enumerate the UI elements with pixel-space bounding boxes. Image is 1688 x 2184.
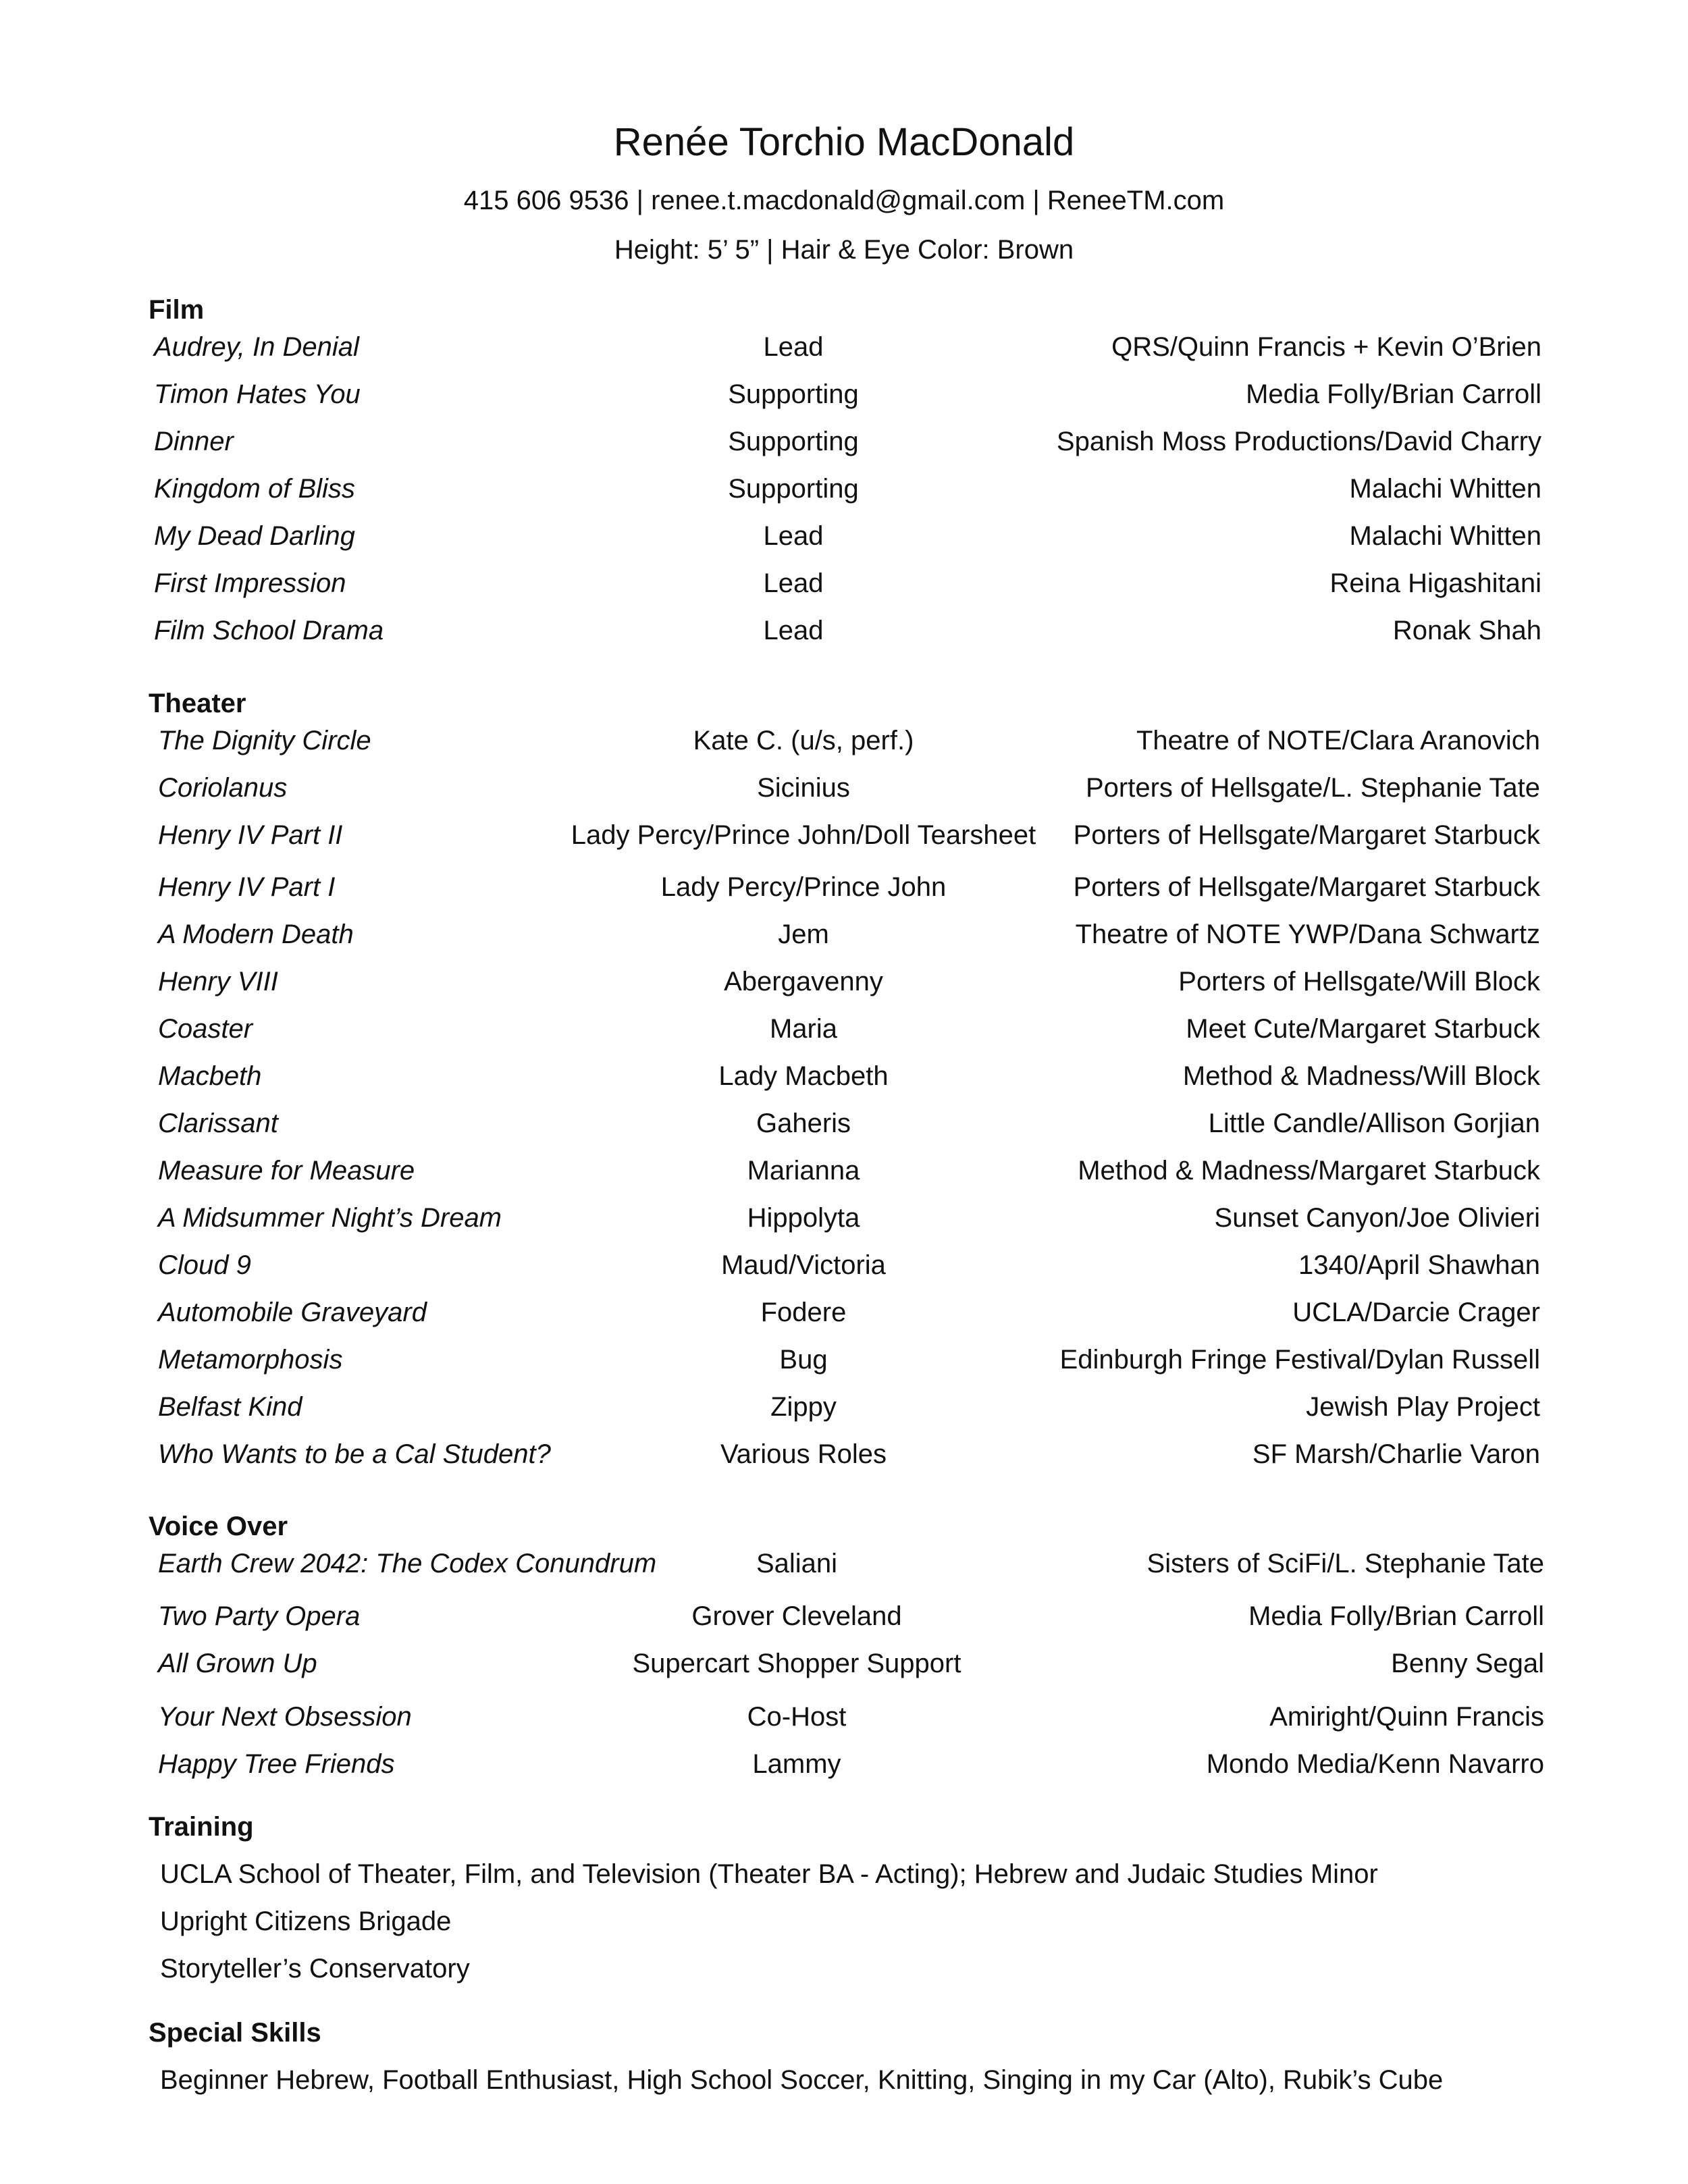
credit-row [154, 566, 1541, 600]
credit-company: Theatre of NOTE/Clara Aranovich [1136, 726, 1540, 755]
credit-company: 1340/April Shawhan [1298, 1250, 1540, 1280]
credit-company: Amiright/Quinn Francis [1269, 1702, 1544, 1732]
credit-role: Bug [779, 1345, 828, 1375]
credit-role: Hippolyta [747, 1203, 860, 1233]
contact-info: 415 606 9536 | renee.t.macdonald@gmail.com | ReneeTM.com [463, 186, 1225, 215]
credit-title: All Grown Up [158, 1649, 317, 1678]
credit-title: Clarissant [158, 1109, 278, 1138]
physical-stats: Height: 5’ 5” | Hair & Eye Color: Brown [614, 235, 1074, 265]
credit-title: Belfast Kind [158, 1392, 302, 1422]
credit-role: Supporting [728, 379, 859, 409]
credit-row [154, 425, 1541, 458]
credit-company: Method & Madness/Will Block [1182, 1061, 1540, 1091]
credit-title: Two Party Opera [158, 1601, 361, 1631]
performer-name: Renée Torchio MacDonald [613, 120, 1075, 164]
credit-role: Marianna [747, 1156, 860, 1186]
credit-company: SF Marsh/Charlie Varon [1252, 1439, 1540, 1469]
credit-role: Zippy [770, 1392, 837, 1422]
credit-row [154, 377, 1541, 411]
credit-role: Lead [763, 332, 824, 362]
credit-row [158, 1390, 1540, 1424]
credit-role: Kate C. (u/s, perf.) [693, 726, 914, 755]
credit-company: Benny Segal [1391, 1649, 1544, 1678]
credit-row [158, 870, 1540, 904]
credit-row [154, 330, 1541, 364]
credit-row [158, 1201, 1540, 1235]
credit-row [158, 1547, 1544, 1580]
credit-role: Lammy [752, 1749, 841, 1779]
film-heading: Film [149, 295, 205, 325]
credit-role: Lead [763, 521, 824, 551]
credit-row [158, 1012, 1540, 1046]
credit-title: Metamorphosis [158, 1345, 343, 1375]
credit-company: Meet Cute/Margaret Starbuck [1186, 1014, 1540, 1044]
credit-title: Kingdom of Bliss [154, 474, 355, 504]
credit-row [158, 1647, 1544, 1680]
credit-title: Measure for Measure [158, 1156, 415, 1186]
credit-company: Reina Higashitani [1329, 568, 1541, 598]
credit-title: First Impression [154, 568, 346, 598]
credit-title: A Midsummer Night’s Dream [158, 1203, 502, 1233]
credit-role: Lady Macbeth [718, 1061, 889, 1091]
credit-title: Coaster [158, 1014, 253, 1044]
credit-role: Maria [769, 1014, 838, 1044]
credit-role: Co-Host [747, 1702, 847, 1732]
credit-role: Lady Percy/Prince John/Doll Tearsheet [571, 820, 1036, 850]
credit-row [158, 724, 1540, 757]
credit-company: Porters of Hellsgate/L. Stephanie Tate [1085, 773, 1540, 803]
credit-row [158, 1248, 1540, 1282]
credit-company: Ronak Shah [1392, 616, 1541, 645]
special-skills-heading: Special Skills [149, 2018, 321, 2048]
credit-row [158, 917, 1540, 951]
credit-role: Lady Percy/Prince John [660, 872, 947, 902]
credit-role: Saliani [756, 1549, 838, 1578]
credit-title: Who Wants to be a Cal Student? [158, 1439, 551, 1469]
credit-title: Earth Crew 2042: The Codex Conundrum [158, 1549, 657, 1578]
voice-over-heading: Voice Over [149, 1512, 288, 1541]
credit-role: Maud/Victoria [721, 1250, 886, 1280]
credit-title: Automobile Graveyard [158, 1298, 427, 1327]
credit-company: Method & Madness/Margaret Starbuck [1078, 1156, 1540, 1186]
training-item: Storyteller’s Conservatory [160, 1954, 470, 1983]
training-item: UCLA School of Theater, Film, and Television (Theater BA - Acting); Hebrew and Judaic Studies Minor [160, 1859, 1378, 1889]
credit-row [154, 614, 1541, 647]
credit-company: Malachi Whitten [1349, 474, 1541, 504]
credit-company: Theatre of NOTE YWP/Dana Schwartz [1075, 920, 1540, 949]
credit-title: Henry IV Part II [158, 820, 343, 850]
credit-title: Dinner [154, 427, 234, 456]
credit-company: Sisters of SciFi/L. Stephanie Tate [1146, 1549, 1544, 1578]
special-skills-text: Beginner Hebrew, Football Enthusiast, High School Soccer, Knitting, Singing in my Car (Alto), Rubik’s Cube [160, 2065, 1444, 2095]
theater-heading: Theater [149, 689, 246, 718]
credit-row [158, 1599, 1544, 1633]
credit-title: Timon Hates You [154, 379, 361, 409]
credit-company: Porters of Hellsgate/Will Block [1178, 967, 1540, 996]
credit-role: Abergavenny [724, 967, 883, 996]
credit-row [158, 771, 1540, 805]
training-heading: Training [149, 1812, 254, 1842]
credit-row [158, 1296, 1540, 1329]
credit-company: Porters of Hellsgate/Margaret Starbuck [1073, 872, 1540, 902]
credit-row [154, 472, 1541, 506]
credit-row [158, 1107, 1540, 1140]
credit-title: Coriolanus [158, 773, 288, 803]
credit-row [158, 1343, 1540, 1377]
credit-title: Audrey, In Denial [154, 332, 359, 362]
credit-company: Mondo Media/Kenn Navarro [1206, 1749, 1544, 1779]
credit-title: Cloud 9 [158, 1250, 251, 1280]
credit-title: Henry IV Part I [158, 872, 336, 902]
credit-title: Film School Drama [154, 616, 384, 645]
credit-company: UCLA/Darcie Crager [1292, 1298, 1540, 1327]
credit-title: Your Next Obsession [158, 1702, 412, 1732]
credit-role: Gaheris [756, 1109, 851, 1138]
credit-company: Little Candle/Allison Gorjian [1208, 1109, 1540, 1138]
credit-company: QRS/Quinn Francis + Kevin O’Brien [1111, 332, 1541, 362]
credit-role: Lead [763, 616, 824, 645]
credit-title: My Dead Darling [154, 521, 355, 551]
credit-company: Sunset Canyon/Joe Olivieri [1214, 1203, 1540, 1233]
credit-title: Macbeth [158, 1061, 262, 1091]
credit-role: Sicinius [757, 773, 850, 803]
credit-role: Jem [778, 920, 829, 949]
credit-company: Spanish Moss Productions/David Charry [1056, 427, 1541, 456]
credit-role: Supporting [728, 474, 859, 504]
credit-company: Media Folly/Brian Carroll [1248, 1601, 1544, 1631]
credit-row [158, 1059, 1540, 1093]
credit-row [154, 519, 1541, 553]
credit-row [158, 965, 1540, 998]
credit-row [158, 1747, 1544, 1781]
credit-row [158, 1154, 1540, 1188]
credit-title: Happy Tree Friends [158, 1749, 395, 1779]
credit-role: Various Roles [720, 1439, 887, 1469]
credit-row [158, 1437, 1540, 1471]
credit-company: Porters of Hellsgate/Margaret Starbuck [1073, 820, 1540, 850]
credit-title: Henry VIII [158, 967, 278, 996]
credit-row [158, 818, 1540, 852]
credit-company: Edinburgh Fringe Festival/Dylan Russell [1059, 1345, 1540, 1375]
credit-role: Supercart Shopper Support [632, 1649, 961, 1678]
credit-company: Jewish Play Project [1306, 1392, 1540, 1422]
credit-role: Fodere [760, 1298, 847, 1327]
credit-company: Media Folly/Brian Carroll [1246, 379, 1541, 409]
credit-company: Malachi Whitten [1349, 521, 1541, 551]
credit-row [158, 1700, 1544, 1734]
credit-role: Supporting [728, 427, 859, 456]
credit-title: The Dignity Circle [158, 726, 371, 755]
credit-role: Grover Cleveland [691, 1601, 902, 1631]
credit-role: Lead [763, 568, 824, 598]
credit-title: A Modern Death [158, 920, 354, 949]
training-item: Upright Citizens Brigade [160, 1907, 452, 1936]
